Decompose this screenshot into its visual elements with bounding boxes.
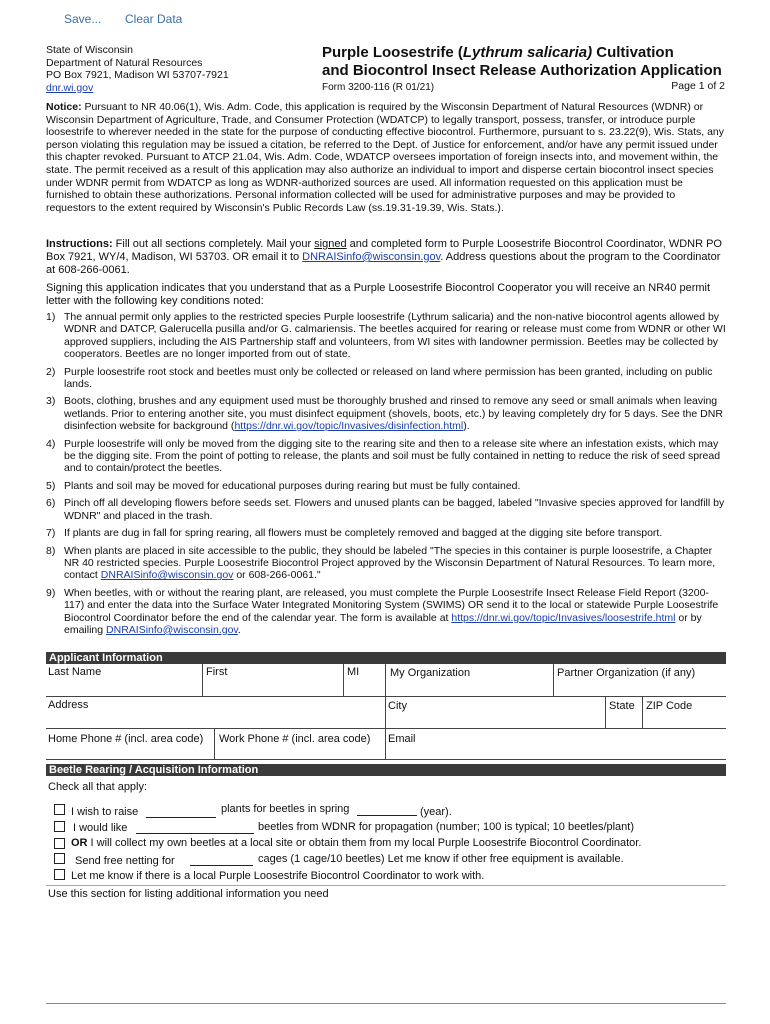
notice-label: Notice: <box>46 101 82 113</box>
agency-pobox: PO Box 7921, Madison WI 53707-7921 <box>46 69 229 81</box>
form-number: Form 3200-116 (R 01/21) <box>322 82 435 93</box>
raise-plants-checkbox[interactable] <box>54 804 65 815</box>
work-phone-label: Work Phone # (incl. area code) <box>219 733 371 745</box>
condition-item: 4) Purple loosestrife will only be moved from the digging site to the rearing site and then to a release site where an infestation exists, which may be the digging site. From the point of potting to release, the plants and soil must be fully contained in netting to reduce the risk of seed spread and to contain/protect the beetles. <box>46 437 721 475</box>
opt2-label-b: beetles from WDNR for propagation (number; 100 is typical; 10 beetles/plant) <box>258 821 635 833</box>
state-label: State <box>609 700 635 712</box>
check-all-label: Check all that apply: <box>48 781 148 793</box>
opt5-label: Let me know if there is a local Purple Loosestrife Biocontrol Coordinator to work with. <box>71 870 485 882</box>
notice-paragraph <box>46 101 726 214</box>
title-part1: Purple Loosestrife ( <box>322 44 463 61</box>
spring-year-field[interactable] <box>357 815 417 816</box>
signing-paragraph: Signing this application indicates that you understand that as a Purple Loosestrife Biocontrol Cooperator you will receive an NR40 permit letter with the following key conditions noted: <box>46 282 711 307</box>
additional-info-label: Use this section for listing additional information you need <box>48 888 329 900</box>
home-phone-label: Home Phone # (incl. area code) <box>48 733 204 745</box>
applicant-section-header: Applicant Information <box>46 652 726 664</box>
condition-item: 7) If plants are dug in fall for spring rearing, all flowers must be completely removed and bagged at the digging site before transport. <box>46 527 663 540</box>
instructions-text2: and completed form to Purple Loosestrife Biocontrol Coordinator, WDNR PO Box 7921, WY/4, Madison, WI 53703. OR email it to <box>46 238 722 263</box>
condition-item: 1) The annual permit only applies to the restricted species Purple loosestrife (Lythrum salicaria) and the non-native biocontrol agents allowed by WDNR and DATCP, Galerucella pusilla and/or G. calmariensis. The beetles acquired for rearing or release must come from WDNR or other WI approved suppliers, including the AIS Partnership staff and volunteers, from WI sites with landowner permission. Beetles may be collected by cooperators. Beetles are no longer imported from out of state. <box>46 311 726 361</box>
address-label: Address <box>48 699 89 711</box>
collect-own-checkbox[interactable] <box>54 838 65 849</box>
condition-item: 2) Purple loosestrife root stock and beetles must only be collected or released on land where permission has been granted, including on public lands. <box>46 365 713 391</box>
agency-website-link[interactable]: dnr.wi.gov <box>46 81 94 94</box>
form-title <box>322 44 722 80</box>
first-name-label: First <box>206 666 228 678</box>
email-label: Email <box>388 733 416 745</box>
opt1-label-a: I wish to raise <box>71 806 139 818</box>
loosestrife-link[interactable]: https://dnr.wi.gov/topic/Invasives/loosestrife.html <box>451 611 676 624</box>
cage-count-field[interactable] <box>190 865 253 866</box>
instructions-signed: signed <box>314 238 347 250</box>
title-line2: and Biocontrol Insect Release Authorization Application <box>322 62 722 79</box>
conditions-list <box>46 311 726 641</box>
opt2-label-a: I would like <box>73 822 128 834</box>
opt4-label-b: cages (1 cage/10 beetles) Let me know if other free equipment is available. <box>258 853 624 865</box>
disinfection-link[interactable]: https://dnr.wi.gov/topic/Invasives/disinfection.html <box>234 420 464 433</box>
condition-item: 3) Boots, clothing, brushes and any equipment used must be thoroughly brushed and rinsed to remove any seed or small animals when leaving wetlands. Prior to entering another site, you must disinfect equipment (shovels, boots, etc.) by leaving completely dry for 5 days. See the DNR disinfection website for background (https://dnr.wi.gov/topic/Invasives/disinfection.html). <box>46 395 723 433</box>
beetle-count-field[interactable] <box>136 833 254 834</box>
additional-info-field[interactable] <box>46 900 726 1003</box>
netting-checkbox[interactable] <box>54 853 65 864</box>
opt3-or: OR <box>71 837 88 849</box>
instructions-text1: Fill out all sections completely. Mail your <box>112 238 315 250</box>
clear-data-button[interactable]: Clear Data <box>125 12 183 26</box>
instructions-paragraph <box>46 238 726 277</box>
agency-address <box>46 44 229 94</box>
plants-count-field[interactable] <box>146 817 216 818</box>
condition-item: 8) When plants are placed in site accessible to the public, they should be labeled "The species in this container is purple loosestrife, a Chapter NR 40 restricted species. Purple Loosestrife Biocontrol Project approved by the Wisconsin Department of Natural Resources. To learn more, contact DNRAISinfo@wisconsin.gov or 608-266-0061." <box>46 544 716 582</box>
request-beetles-checkbox[interactable] <box>54 821 65 832</box>
condition9-email-link[interactable]: DNRAISinfo@wisconsin.gov <box>106 623 238 636</box>
opt3-text: I will collect my own beetles at a local site or obtain them from my local Purple Loosestrife Biocontrol Coordinator. <box>87 837 642 849</box>
save-button[interactable]: Save... <box>64 12 102 26</box>
instructions-text3: . Address questions about the program to the Coordinator at 608-266-0061. <box>46 251 721 276</box>
title-part2: Cultivation <box>592 44 674 61</box>
organization-label: My Organization <box>390 667 471 679</box>
condition8-email-link[interactable]: DNRAISinfo@wisconsin.gov <box>100 569 234 582</box>
title-species: Lythrum salicaria) <box>462 44 593 61</box>
instructions-email-link[interactable]: DNRAISinfo@wisconsin.gov <box>302 251 441 263</box>
city-label: City <box>388 700 407 712</box>
condition-item: 6) Pinch off all developing flowers before seeds set. Flowers and unused plants can be bagged, labeled "Invasive species approved for landfill by WDNR" and placed in the trash. <box>46 497 725 522</box>
opt3-label <box>71 837 641 849</box>
last-name-label: Last Name <box>48 666 102 678</box>
beetle-section-header: Beetle Rearing / Acquisition Information <box>46 764 726 776</box>
mi-label: MI <box>347 666 360 678</box>
coordinator-checkbox[interactable] <box>54 869 65 880</box>
notice-text: Pursuant to NR 40.06(1), Wis. Adm. Code, this application is required by the Wisconsin Department of Natural Resources (WDNR) or Wisconsin Department of Agriculture, Trade, and Consumer Protection (WDATCP) to legally transport, possess, transfer, or introduce purple loosestrife to wherever needed in the state for the purpose of conducting effective biocontrol. Furthermore, pursuant to s. 23.22(9), Wis. Stats, any person violating this regulation may be issued a citation, be referred to the Dept. of Justice for enforcement, and/or have any permit issued under this chapter revoked. Pursuant to ATCP 21.04, Wis. Adm. Code, WDATCP oversees importation of foreign insects into, and movement within, the state. The permit received as a result of this application may also authorize an individual to import and disperse certain biocontrol insect species under WDNR permit from WDATCP as long as WDNR-authorized sources are used. All information requested on this application must be furnished to obtain these authorizations. Personal information collected will be used for administrative purposes and may be provided to requestors to the extent required by Wisconsin's Public Records Law (ss.19.31-19.39, Wis. Stats.). <box>46 101 725 214</box>
page-number: Page 1 of 2 <box>671 80 725 92</box>
condition-item: 5) Plants and soil may be moved for educational purposes during rearing but must be fully contained. <box>46 479 521 492</box>
agency-state: State of Wisconsin <box>46 44 133 56</box>
opt1-label-b: plants for beetles in spring <box>221 803 350 815</box>
opt4-label-a: Send free netting for <box>75 855 175 867</box>
partner-organization-label: Partner Organization (if any) <box>557 667 696 679</box>
agency-dept: Department of Natural Resources <box>46 56 203 69</box>
instructions-label: Instructions: <box>46 238 113 250</box>
opt1-label-c: (year). <box>420 806 452 818</box>
zip-label: ZIP Code <box>646 700 693 712</box>
condition-item: 9) When beetles, with or without the rearing plant, are released, you must complete the Purple Loosestrife Insect Release Field Report (3200-117) and enter the data into the Surface Water Integrated Monitoring System (SWIMS) OR send it to the local or statewide Purple Loosestrife Biocontrol Coordinator before the end of the calendar year. The form is available at https://dnr.wi.gov/topic/Invasives/loosestrife.html or by emailing DNRAISinfo@wisconsin.gov. <box>46 586 719 636</box>
